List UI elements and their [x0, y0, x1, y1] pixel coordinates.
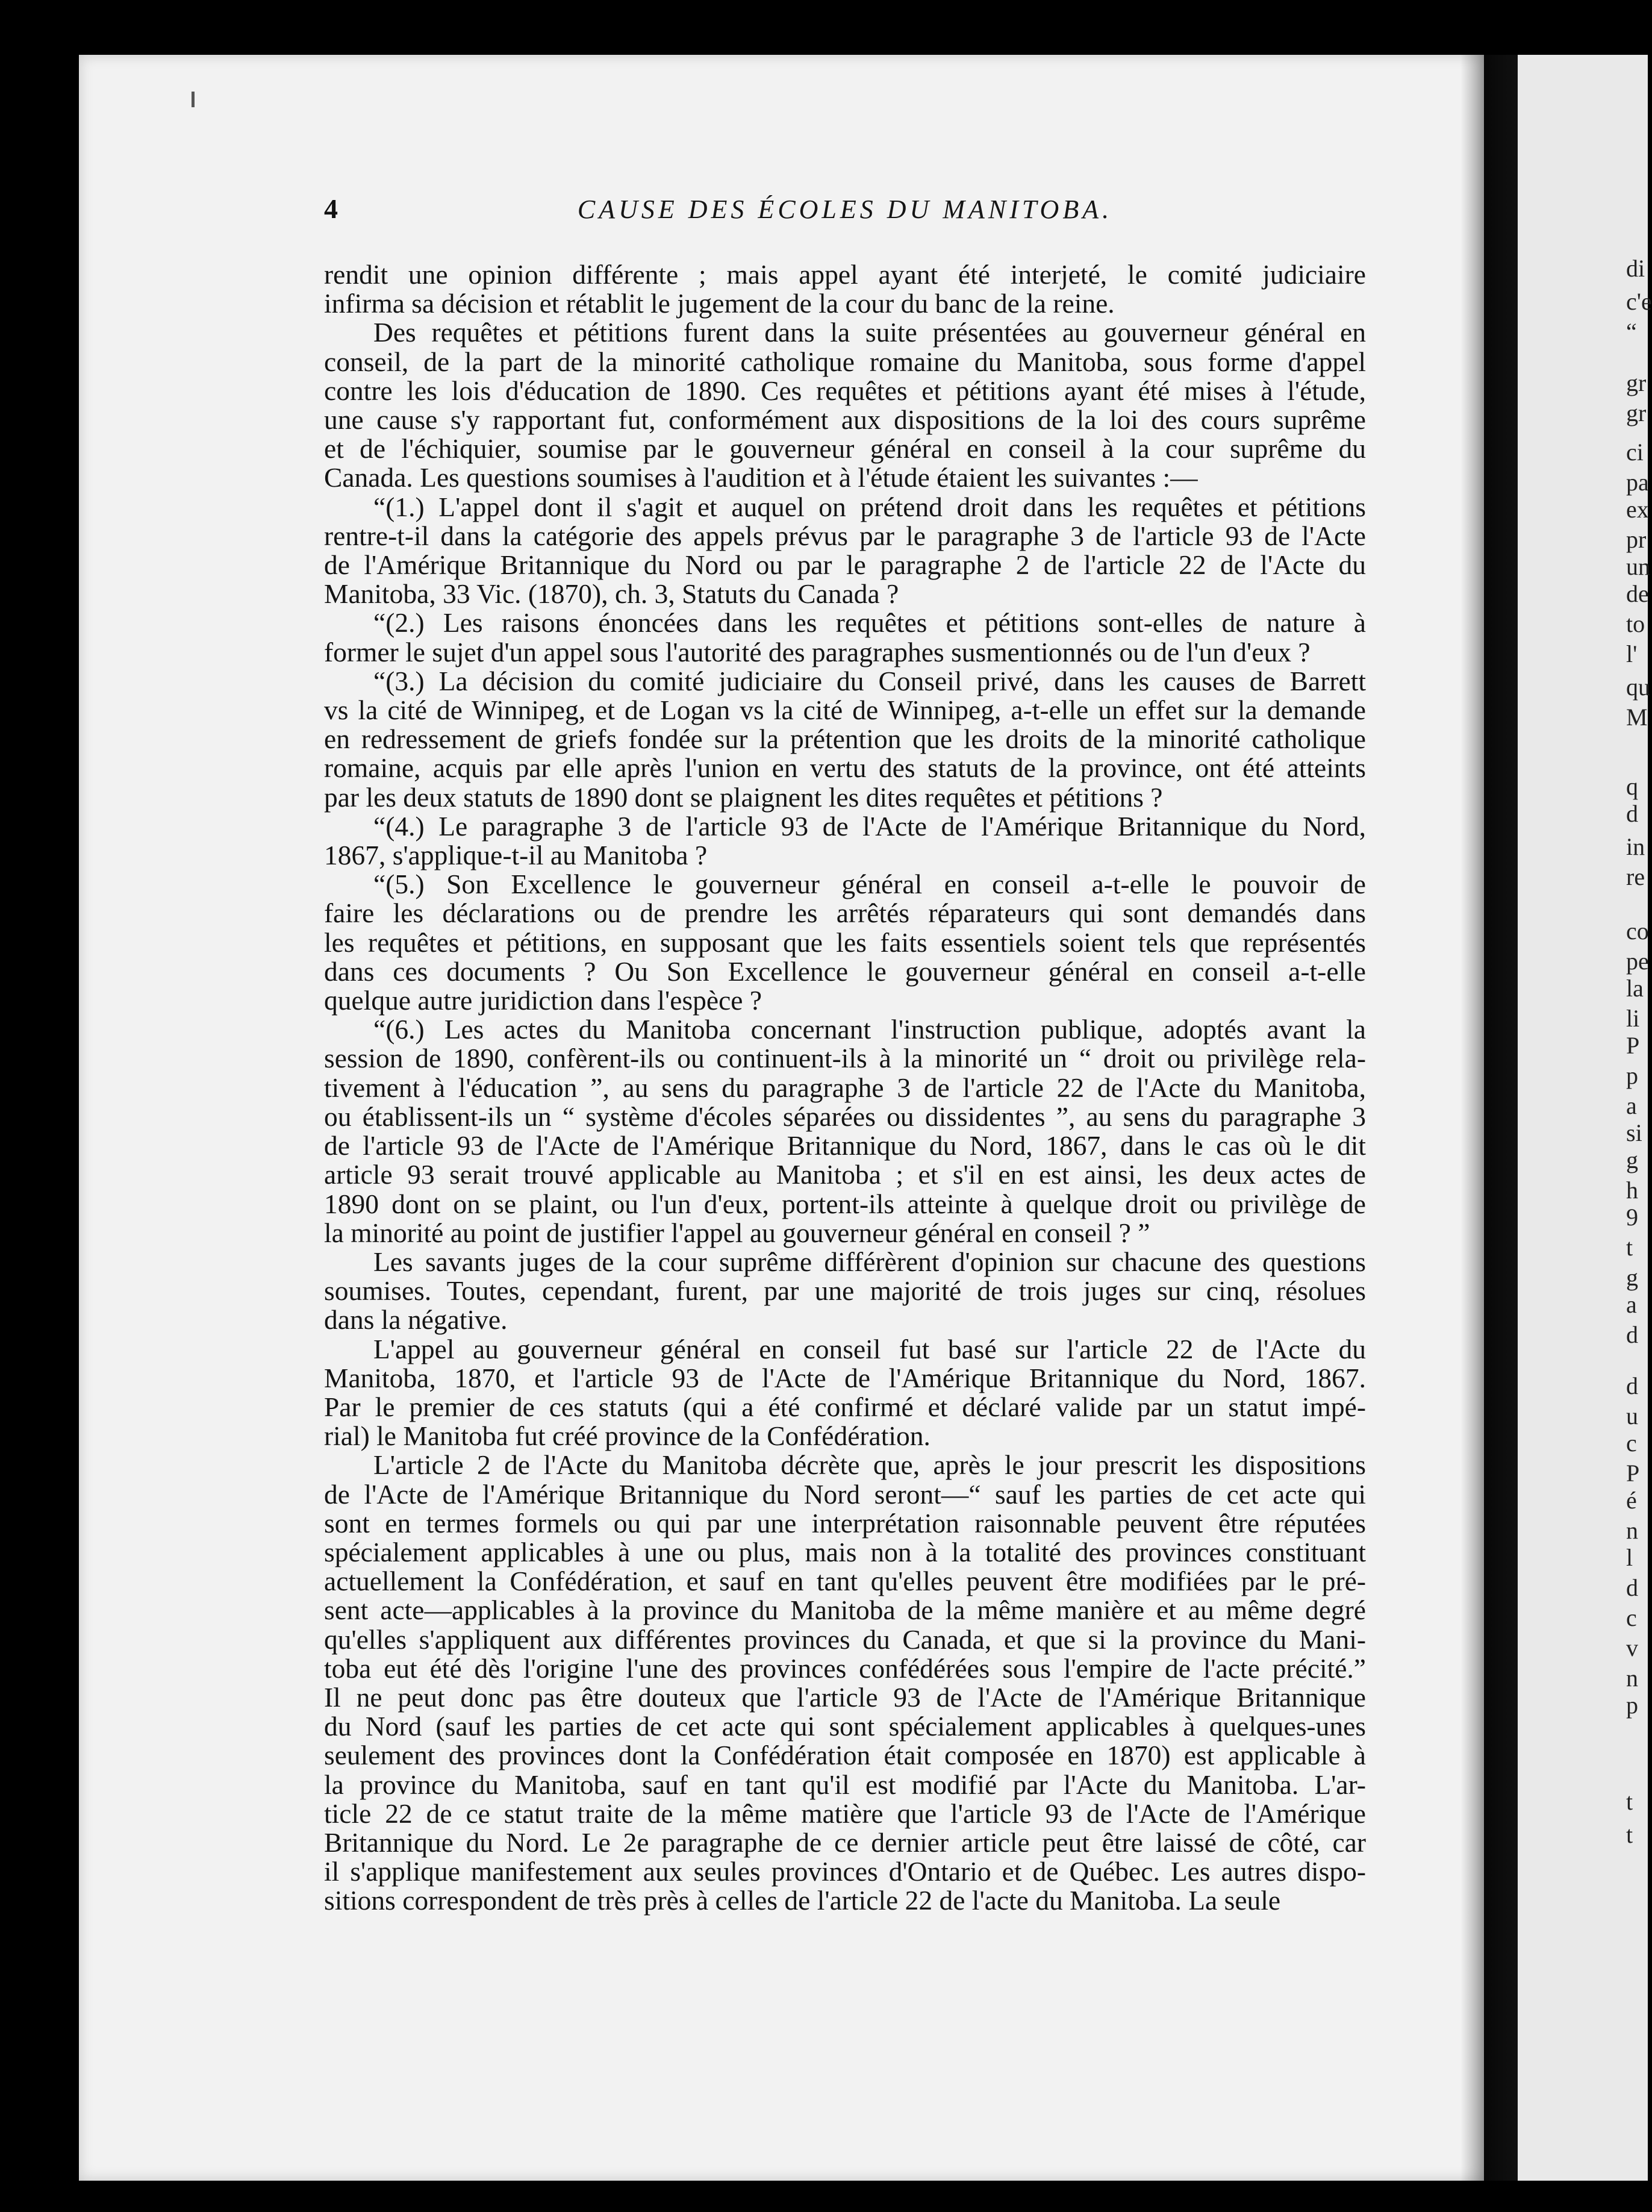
text-line: former le sujet d'un appel sous l'autorité des paragraphes susmentionnés ou de l'un d'eux ?	[324, 636, 1311, 667]
text-line: la province du Manitoba, sauf en tant qu'il est modifié par l'Acte du Manitoba. L'ar-	[324, 1769, 1366, 1800]
text-line: Canada. Les questions soumises à l'audition et à l'étude étaient les suivantes :—	[324, 462, 1198, 493]
adjacent-page-fragment: h	[1626, 1176, 1638, 1204]
text-line: tivement à l'éducation ”, au sens du paragraphe 3 de l'article 22 de l'Acte du Manitoba,	[324, 1072, 1366, 1103]
adjacent-page-fragment: gr	[1626, 369, 1647, 396]
adjacent-page-fragment: c	[1626, 1604, 1637, 1631]
text-line: ticle 22 de ce statut traite de la même matière que l'article 93 de l'Acte de l'Amérique	[324, 1798, 1366, 1829]
adjacent-page-fragment: 9	[1626, 1204, 1638, 1231]
text-line: rial) le Manitoba fut créé province de la Confédération.	[324, 1420, 930, 1452]
text-line: les requêtes et pétitions, en supposant que les faits essentiels soient tels que représentés	[324, 926, 1366, 958]
page-number: 4	[324, 193, 338, 224]
text-line: L'appel au gouverneur général en conseil fut basé sur l'article 22 de l'Acte du	[373, 1333, 1366, 1364]
text-line: faire les déclarations ou de prendre les arrêtés réparateurs qui sont demandés dans	[324, 898, 1366, 929]
adjacent-page-fragment: é	[1626, 1487, 1637, 1514]
adjacent-page-fragment: ex	[1626, 496, 1649, 523]
adjacent-page-fragment: “	[1626, 318, 1637, 345]
text-line: “(3.) La décision du comité judiciaire du Conseil privé, dans les causes de Barrett	[373, 665, 1366, 696]
text-line: Il ne peut donc pas être douteux que l'article 93 de l'Acte de l'Amérique Britannique	[324, 1681, 1366, 1713]
text-line: Manitoba, 33 Vic. (1870), ch. 3, Statuts du Canada ?	[324, 578, 899, 610]
text-line: conseil, de la part de la minorité catholique romaine du Manitoba, sous forme d'appel	[324, 346, 1366, 377]
adjacent-page-fragment: P	[1626, 1460, 1640, 1487]
adjacent-page-fragment: d	[1626, 800, 1638, 827]
text-line: dans ces documents ? Ou Son Excellence le gouverneur général en conseil a-t-elle	[324, 955, 1366, 987]
adjacent-page-fragment: p	[1626, 1062, 1638, 1089]
paragraph	[324, 667, 1366, 812]
text-line: en redressement de griefs fondée sur la prétention que les droits de la minorité catholique	[324, 723, 1366, 755]
paragraph	[324, 812, 1366, 870]
adjacent-page-fragment: in	[1626, 833, 1645, 860]
adjacent-page-fragment: la	[1626, 975, 1644, 1002]
adjacent-page-fragment: t	[1626, 1234, 1633, 1261]
adjacent-page-fragment: gr	[1626, 399, 1647, 426]
adjacent-page-fragment: pa	[1626, 469, 1649, 496]
paragraph	[324, 260, 1366, 318]
text-line: “(4.) Le paragraphe 3 de l'article 93 de l'Acte de l'Amérique Britannique du Nord,	[373, 810, 1366, 842]
text-line: quelque autre juridiction dans l'espèce ?	[324, 985, 762, 1016]
text-line: de l'Amérique Britannique du Nord ou par le paragraphe 2 de l'article 22 de l'Acte du	[324, 549, 1366, 581]
adjacent-page-fragment: pr	[1626, 526, 1647, 553]
text-line: “(1.) L'appel dont il s'agit et auquel on prétend droit dans les requêtes et pétitions	[373, 491, 1366, 522]
running-title: CAUSE DES ÉCOLES DU MANITOBA.	[577, 195, 1113, 224]
text-line: Par le premier de ces statuts (qui a été confirmé et déclaré valide par un statut impé-	[324, 1391, 1366, 1422]
text-line: contre les lois d'éducation de 1890. Ces requêtes et pétitions ayant été mises à l'étude,	[324, 375, 1366, 406]
adjacent-page-fragment: si	[1626, 1119, 1642, 1146]
paragraph	[324, 1248, 1366, 1335]
text-line: session de 1890, confèrent-ils ou continuent-ils à la minorité un “ droit ou privilège rela-	[324, 1043, 1366, 1074]
text-line: L'article 2 de l'Acte du Manitoba décrète que, après le jour prescrit les dispositions	[373, 1449, 1366, 1481]
text-line: de l'Acte de l'Amérique Britannique du Nord seront—“ sauf les parties de cet acte qui	[324, 1478, 1366, 1510]
adjacent-page-fragment: P	[1626, 1032, 1640, 1059]
text-line: sitions correspondent de très près à celles de l'article 22 de l'acte du Manitoba. La seule	[324, 1885, 1281, 1916]
text-line: ou établissent-ils un “ système d'écoles séparées ou dissidentes ”, au sens du paragraphe 3	[324, 1101, 1366, 1132]
text-line: “(6.) Les actes du Manitoba concernant l'instruction publique, adoptés avant la	[373, 1014, 1366, 1045]
adjacent-page-fragment: re	[1626, 863, 1645, 890]
adjacent-page-fragment: q	[1626, 773, 1638, 800]
text-line: toba eut été dès l'origine l'une des provinces confédérées sous l'empire de l'acte précité.”	[324, 1652, 1366, 1684]
adjacent-page-fragment: a	[1626, 1092, 1637, 1119]
adjacent-page-fragment: v	[1626, 1634, 1638, 1661]
adjacent-page-fragment: qu	[1626, 673, 1650, 701]
text-line: soumises. Toutes, cependant, furent, par une majorité de trois juges sur cinq, résolues	[324, 1275, 1366, 1307]
adjacent-page-fragment: n	[1626, 1664, 1638, 1692]
text-line: seulement des provinces dont la Confédération était composée en 1870) est applicable à	[324, 1740, 1366, 1771]
adjacent-page-fragment: l'	[1626, 640, 1638, 667]
adjacent-page-fragment: ci	[1626, 439, 1644, 466]
text-line: rendit une opinion différente ; mais appel ayant été interjeté, le comité judiciaire	[324, 259, 1366, 290]
paragraph	[324, 1451, 1366, 1915]
text-line: vs la cité de Winnipeg, et de Logan vs la cité de Winnipeg, a-t-elle un effet sur la demande	[324, 695, 1366, 726]
text-line: 1890 dont on se plaint, ou l'un d'eux, portent-ils atteinte à quelque droit ou privilège de	[324, 1188, 1366, 1219]
text-line: une cause s'y rapportant fut, conformément aux dispositions de la loi des cours suprême	[324, 404, 1366, 436]
adjacent-page-fragment: n	[1626, 1517, 1638, 1544]
text-line: la minorité au point de justifier l'appel au gouverneur général en conseil ? ”	[324, 1217, 1150, 1248]
adjacent-page-fragment: li	[1626, 1005, 1640, 1032]
text-line: qu'elles s'appliquent aux différentes provinces du Canada, et que si la province du Mani-	[324, 1623, 1366, 1655]
adjacent-page-fragment: d	[1626, 1321, 1638, 1348]
adjacent-page-fragment: to	[1626, 610, 1645, 637]
text-line: par les deux statuts de 1890 dont se plaignent les dites requêtes et pétitions ?	[324, 781, 1163, 813]
adjacent-page-fragment: d	[1626, 1574, 1638, 1601]
text-line: rentre-t-il dans la catégorie des appels prévus par le paragraphe 3 de l'article 93 de l'Acte	[324, 520, 1366, 551]
text-line: il s'applique manifestement aux seules provinces d'Ontario et de Québec. Les autres dispo-	[324, 1856, 1366, 1887]
text-line: Manitoba, 1870, et l'article 93 de l'Acte de l'Amérique Britannique du Nord, 1867.	[324, 1362, 1366, 1393]
adjacent-page-fragment: c	[1626, 1429, 1637, 1457]
adjacent-page-edge	[1518, 55, 1652, 2181]
adjacent-page-fragment: di	[1626, 255, 1645, 282]
page-header	[324, 193, 1366, 235]
scan-speck	[192, 92, 195, 107]
page-gutter-shadow	[1460, 55, 1521, 2181]
adjacent-page-fragment: de	[1626, 580, 1649, 607]
text-line: Des requêtes et pétitions furent dans la suite présentées au gouverneur général en	[373, 317, 1366, 348]
adjacent-page-fragment: a	[1626, 1291, 1637, 1318]
adjacent-page-fragment: t	[1626, 1788, 1633, 1815]
text-line: dans la négative.	[324, 1304, 508, 1336]
text-line: actuellement la Confédération, et sauf en tant qu'elles peuvent être modifiées par le pré-	[324, 1566, 1366, 1597]
adjacent-page-fragment: g	[1626, 1146, 1638, 1173]
adjacent-page-fragment: d	[1626, 1372, 1638, 1399]
adjacent-page-fragment: M	[1626, 704, 1648, 731]
paragraph	[324, 608, 1366, 666]
text-line: “(5.) Son Excellence le gouverneur général en conseil a-t-elle le pouvoir de	[373, 869, 1366, 900]
adjacent-page-fragment: g	[1626, 1264, 1638, 1291]
adjacent-page-fragment: l	[1626, 1544, 1633, 1571]
text-line: sent acte—applicables à la province du Manitoba de la même manière et au même degré	[324, 1595, 1366, 1626]
text-line: article 93 serait trouvé applicable au Manitoba ; et s'il en est ainsi, les deux actes de	[324, 1159, 1366, 1190]
paragraph	[324, 870, 1366, 1015]
text-line: infirma sa décision et rétablit le jugement de la cour du banc de la reine.	[324, 288, 1115, 319]
paragraph	[324, 1335, 1366, 1451]
adjacent-page-fragment: c'e	[1626, 288, 1652, 315]
text-line: sont en termes formels ou qui par une interprétation raisonnable peuvent être réputées	[324, 1507, 1366, 1539]
adjacent-page-fragment: p	[1626, 1692, 1638, 1719]
body-text	[324, 260, 1366, 1916]
text-line: Les savants juges de la cour suprême différèrent d'opinion sur chacune des questions	[373, 1246, 1366, 1277]
text-line: Britannique du Nord. Le 2e paragraphe de ce dernier article peut être laissé de côté, car	[324, 1826, 1366, 1858]
paragraph	[324, 318, 1366, 492]
paragraph	[324, 1015, 1366, 1248]
text-line: spécialement applicables à une ou plus, mais non à la totalité des provinces constituant	[324, 1536, 1366, 1567]
text-line: “(2.) Les raisons énoncées dans les requêtes et pétitions sont-elles de nature à	[373, 607, 1366, 639]
text-line: de l'article 93 de l'Acte de l'Amérique Britannique du Nord, 1867, dans le cas où le dit	[324, 1130, 1366, 1161]
adjacent-page-fragment: u	[1626, 1402, 1638, 1429]
adjacent-page-fragment: co	[1626, 917, 1649, 945]
adjacent-page-fragment: un	[1626, 553, 1650, 580]
text-line: et de l'échiquier, soumise par le gouverneur général en conseil à la cour suprême du	[324, 433, 1366, 464]
text-line: du Nord (sauf les parties de cet acte qui sont spécialement applicables à quelques-unes	[324, 1711, 1366, 1742]
adjacent-page-fragment: pe	[1626, 948, 1649, 975]
text-line: romaine, acquis par elle après l'union en vertu des statuts de la province, ont été atteints	[324, 752, 1366, 784]
paragraph	[324, 493, 1366, 609]
text-line: 1867, s'applique-t-il au Manitoba ?	[324, 840, 708, 871]
adjacent-page-fragment: t	[1626, 1821, 1633, 1848]
